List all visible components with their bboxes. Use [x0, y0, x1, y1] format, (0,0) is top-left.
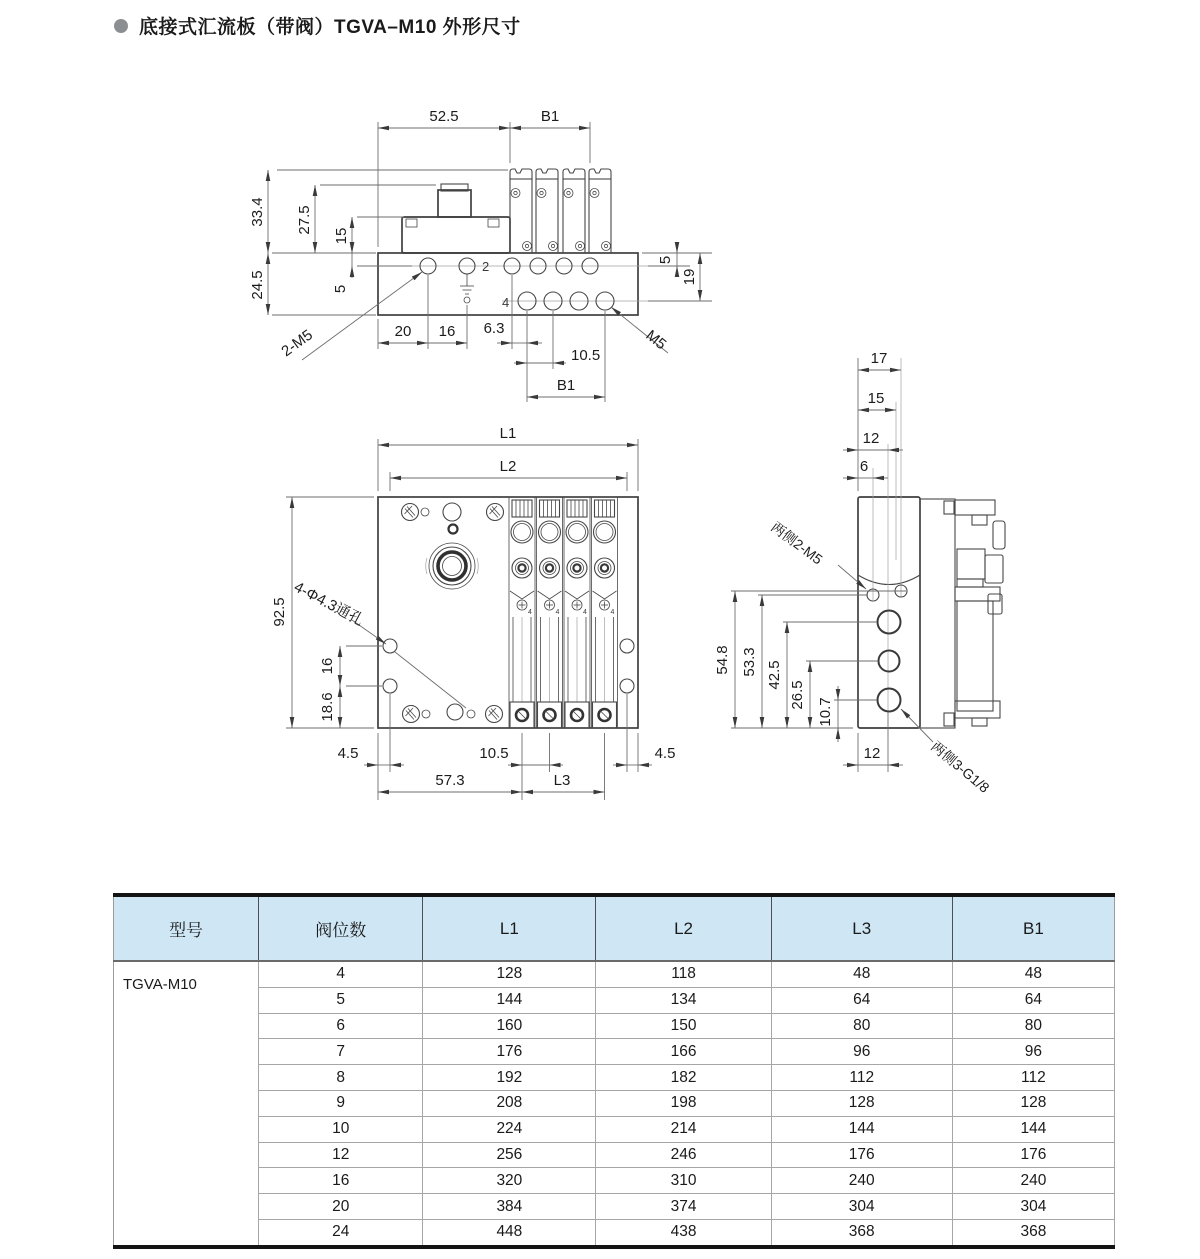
header-l1: L1: [423, 895, 596, 961]
front-port2-label: 2: [482, 259, 490, 274]
table-cell: 240: [952, 1168, 1114, 1194]
table-cell: 256: [423, 1142, 596, 1168]
table-cell: 198: [596, 1090, 771, 1116]
dim-12-bottom: 12: [863, 745, 881, 762]
page-title-text: 底接式汇流板（带阀）TGVA–M10 外形尺寸: [139, 17, 521, 38]
table-cell: 16: [259, 1168, 423, 1194]
table-cell: 166: [596, 1039, 771, 1065]
table-cell: 20: [259, 1194, 423, 1220]
table-cell: 144: [423, 987, 596, 1013]
table-cell: 224: [423, 1116, 596, 1142]
table-cell: 48: [771, 961, 952, 987]
header-b1: B1: [952, 895, 1114, 961]
table-row: [114, 961, 1115, 987]
dim-92-5: 92.5: [271, 597, 288, 627]
table-cell: 176: [771, 1142, 952, 1168]
label-side-3-g18: 两侧3-G1/8: [928, 738, 993, 796]
side-view: [714, 350, 1005, 796]
dim-52-5: 52.5: [429, 108, 459, 125]
table-row: [114, 1013, 1115, 1039]
table-cell: 134: [596, 987, 771, 1013]
table-cell: 112: [771, 1065, 952, 1091]
label-through-holes: 4-Φ4.3通孔: [291, 578, 367, 630]
table-row: [114, 1142, 1115, 1168]
table-cell: 214: [596, 1116, 771, 1142]
table-cell: 368: [952, 1219, 1114, 1246]
table-cell: 96: [771, 1039, 952, 1065]
table-cell: 64: [771, 987, 952, 1013]
spec-table-header: [114, 895, 1115, 961]
table-cell: 24: [259, 1219, 423, 1246]
label-side-2-m5: 两侧2-M5: [768, 518, 826, 568]
table-cell: 310: [596, 1168, 771, 1194]
model-name-cell: TGVA-M10: [114, 961, 259, 1247]
header-l2: L2: [596, 895, 771, 961]
dim-27-5: 27.5: [296, 205, 313, 235]
dim-24-5: 24.5: [249, 270, 266, 300]
dim-16: 16: [438, 323, 456, 340]
header-valve-count: 阀位数: [259, 895, 423, 961]
table-cell: 240: [771, 1168, 952, 1194]
dim-18-6: 18.6: [319, 692, 336, 722]
table-cell: 176: [423, 1039, 596, 1065]
dim-33-4: 33.4: [249, 197, 266, 227]
table-cell: 118: [596, 961, 771, 987]
table-cell: 96: [952, 1039, 1114, 1065]
table-cell: 144: [771, 1116, 952, 1142]
table-row: [114, 1194, 1115, 1220]
table-cell: 9: [259, 1090, 423, 1116]
spec-table-container: [113, 893, 1115, 1249]
table-cell: 64: [952, 987, 1114, 1013]
table-cell: 128: [771, 1090, 952, 1116]
dim-15: 15: [333, 227, 350, 245]
front-port4-label: 4: [502, 295, 510, 310]
dim-6-3: 6.3: [483, 320, 505, 337]
ground-symbol-icon: [460, 274, 474, 303]
dim-5-right: 5: [657, 255, 674, 265]
table-cell: 438: [596, 1219, 771, 1246]
table-cell: 80: [771, 1013, 952, 1039]
table-cell: 192: [423, 1065, 596, 1091]
table-cell: 246: [596, 1142, 771, 1168]
dim-plan-10-5: 10.5: [479, 745, 509, 762]
dim-l3: L3: [553, 772, 571, 789]
dim-l1: L1: [499, 425, 517, 442]
dim-4-5-left: 4.5: [337, 745, 359, 762]
dim-b1-bottom: B1: [556, 377, 576, 394]
dim-54-8: 54.8: [714, 645, 731, 675]
table-cell: 8: [259, 1065, 423, 1091]
table-cell: 374: [596, 1194, 771, 1220]
table-cell: 160: [423, 1013, 596, 1039]
table-row: [114, 1168, 1115, 1194]
header-l3: L3: [771, 895, 952, 961]
dim-17: 17: [870, 350, 888, 367]
dim-57-3: 57.3: [435, 772, 465, 789]
table-cell: 384: [423, 1194, 596, 1220]
dim-4-5-right: 4.5: [654, 745, 676, 762]
table-cell: 6: [259, 1013, 423, 1039]
table-cell: 12: [259, 1142, 423, 1168]
mounting-holes: [383, 639, 634, 693]
table-cell: 208: [423, 1090, 596, 1116]
header-model: 型号: [114, 895, 259, 961]
table-cell: 128: [423, 961, 596, 987]
side-valve-profile: [920, 499, 1005, 728]
table-cell: 182: [596, 1065, 771, 1091]
table-row: [114, 1039, 1115, 1065]
front-view: [249, 108, 712, 402]
table-row: [114, 1219, 1115, 1246]
table-row: [114, 1116, 1115, 1142]
dim-plan-16: 16: [319, 657, 336, 675]
dim-b1-top: B1: [540, 108, 560, 125]
table-cell: 80: [952, 1013, 1114, 1039]
table-cell: 304: [771, 1194, 952, 1220]
dim-l2: L2: [499, 458, 517, 475]
table-cell: 128: [952, 1090, 1114, 1116]
table-cell: 144: [952, 1116, 1114, 1142]
table-cell: 150: [596, 1013, 771, 1039]
dim-19: 19: [681, 268, 698, 286]
spec-table: [113, 893, 1115, 1249]
dimension-drawings: 4 2 4 52.5 B1 33.4 27.5 15 24.5 5 5 19 20 16 6.3 10.5 B1 2-M5 M5 L1 L2 92.5 16 18.6 4-Φ4.3通孔 4.5 10.5 4.5 57.3 L3 17 15 12 6 54.8 53.3 42.5 26.5 10.7 12 两侧2-M5 两侧3-G1/8: [0, 0, 1200, 870]
table-cell: 176: [952, 1142, 1114, 1168]
table-cell: 112: [952, 1065, 1114, 1091]
table-row: [114, 987, 1115, 1013]
label-2-m5: 2-M5: [278, 326, 317, 361]
dim-10-7: 10.7: [817, 697, 834, 727]
table-row: [114, 1065, 1115, 1091]
dim-26-5: 26.5: [789, 680, 806, 710]
table-cell: 448: [423, 1219, 596, 1246]
dim-10-5: 10.5: [571, 347, 601, 364]
dim-12-top: 12: [862, 430, 880, 447]
dim-5-left: 5: [332, 284, 349, 294]
plan-view: [271, 425, 675, 800]
table-cell: 7: [259, 1039, 423, 1065]
table-cell: 368: [771, 1219, 952, 1246]
dim-53-3: 53.3: [741, 647, 758, 677]
label-m5: M5: [642, 326, 670, 354]
table-cell: 304: [952, 1194, 1114, 1220]
dim-20: 20: [394, 323, 412, 340]
dim-6: 6: [859, 458, 869, 475]
table-cell: 5: [259, 987, 423, 1013]
table-cell: 320: [423, 1168, 596, 1194]
table-cell: 10: [259, 1116, 423, 1142]
table-cell: 4: [259, 961, 423, 987]
table-row: [114, 1090, 1115, 1116]
main-port: [426, 543, 479, 589]
table-cell: 48: [952, 961, 1114, 987]
dim-42-5: 42.5: [766, 660, 783, 690]
dim-side-15: 15: [867, 390, 885, 407]
spec-table-body: [114, 961, 1115, 1247]
